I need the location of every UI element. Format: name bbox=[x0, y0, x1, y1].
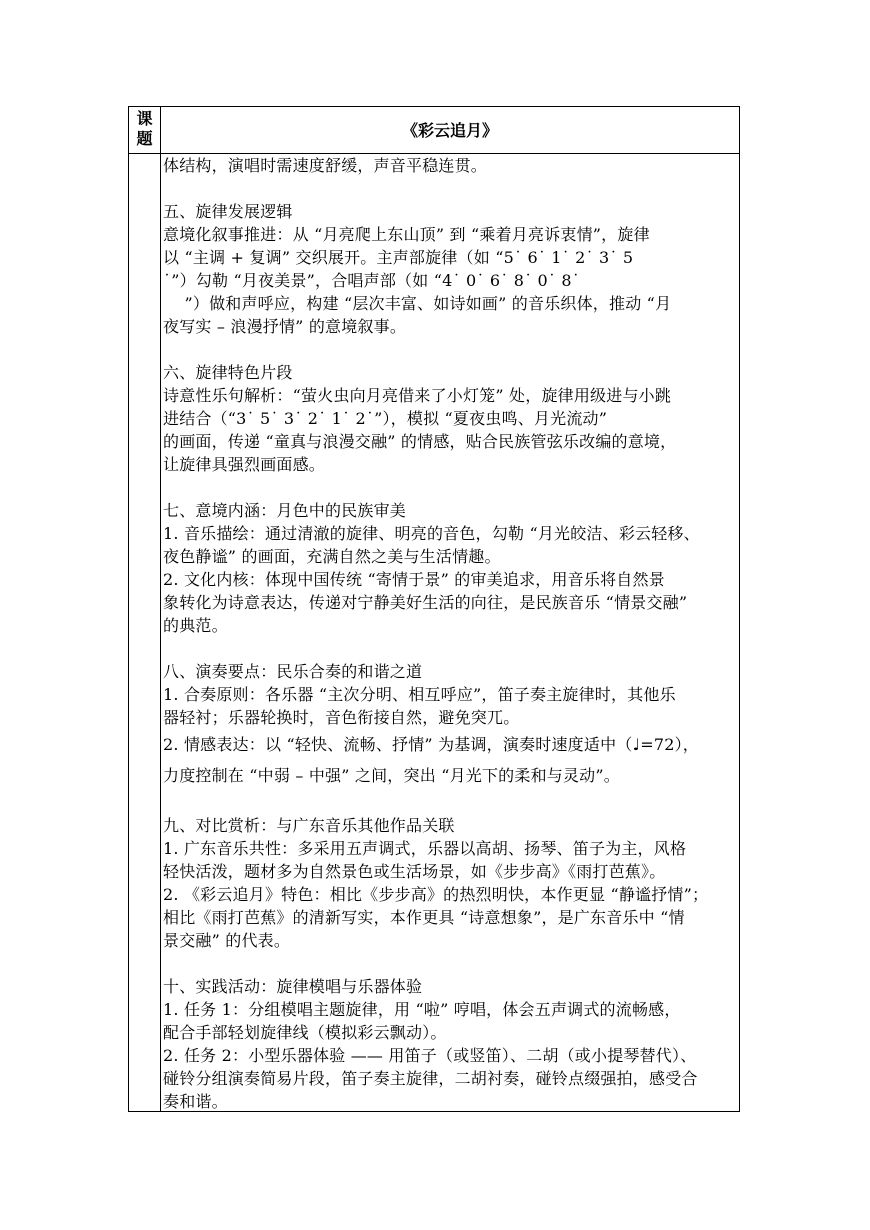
content-line: 相比《雨打芭蕉》的清新写实，本作更具 “诗意想象”，是广东音乐中 “情 bbox=[163, 908, 685, 927]
content-line: 奏和谐。 bbox=[163, 1092, 228, 1111]
lesson-title: 《彩云追月》 bbox=[161, 107, 739, 154]
topic-label-char: 题 bbox=[136, 129, 153, 148]
content-line: 配合手部轻划旋律线（模拟彩云飘动）。 bbox=[163, 1023, 447, 1042]
content-line: 九、对比赏析：与广东音乐其他作品关联 bbox=[163, 816, 455, 835]
content-line: 诗意性乐句解析：“萤火虫向月亮借来了小灯笼” 处，旋律用级进与小跳 bbox=[163, 386, 672, 405]
content-line: 景交融” 的代表。 bbox=[163, 931, 291, 950]
content-line: ”）做和声呼应，构建 “层次丰富、如诗如画” 的音乐织体，推动 “月 bbox=[163, 294, 672, 313]
content-line: 五、旋律发展逻辑 bbox=[163, 202, 293, 221]
content-line: 2. 情感表达：以 “轻快、流畅、抒情” 为基调，演奏时速度适中（♩=72）， bbox=[163, 735, 699, 754]
content-line: 的画面，传递 “童真与浪漫交融” 的情感，贴合民族管弦乐改编的意境， bbox=[163, 432, 677, 451]
blank-line bbox=[163, 476, 737, 499]
left-empty-column bbox=[129, 154, 161, 1111]
topic-label-char: 课 bbox=[136, 109, 153, 128]
content-line: 轻快活泼，题材多为自然景色或生活场景，如《步步高》《雨打芭蕉》。 bbox=[163, 862, 666, 881]
content-line: 碰铃分组演奏简易片段，笛子奏主旋律，二胡衬奏，碰铃点缀强拍，感受合 bbox=[163, 1069, 698, 1088]
content-line: 意境化叙事推进：从 “月亮爬上东山顶” 到 “乘着月亮诉衷情”，旋律 bbox=[163, 225, 650, 244]
blank-line bbox=[163, 952, 737, 975]
content-line: 夜色静谧” 的画面，充满自然之美与生活情趣。 bbox=[163, 547, 501, 566]
content-line: 让旋律具强烈画面感。 bbox=[163, 455, 326, 474]
blank-line bbox=[163, 791, 737, 814]
content-line: 象转化为诗意表达，传递对宁静美好生活的向往，是民族音乐 “情景交融” bbox=[163, 593, 688, 612]
content-line: 六、旋律特色片段 bbox=[163, 363, 293, 382]
content-line: 十、实践活动：旋律模唱与乐器体验 bbox=[163, 977, 423, 996]
lesson-table bbox=[128, 106, 740, 1112]
content-line: 1. 合奏原则：各乐器 “主次分明、相互呼应”，笛子奏主旋律时，其他乐 bbox=[163, 685, 676, 704]
content-line: 1. 音乐描绘：通过清澈的旋律、明亮的音色，勾勒 “月光皎洁、彩云轻移、 bbox=[163, 524, 700, 543]
content-line: 八、演奏要点：民乐合奏的和谐之道 bbox=[163, 662, 423, 681]
topic-label-cell bbox=[129, 107, 161, 154]
lesson-content bbox=[163, 154, 737, 1111]
content-line: 夜写实 – 浪漫抒情” 的意境叙事。 bbox=[163, 317, 407, 336]
content-line: 1. 广东音乐共性：多采用五声调式，乐器以高胡、扬琴、笛子为主，风格 bbox=[163, 839, 687, 858]
content-line: 体结构，演唱时需速度舒缓，声音平稳连贯。 bbox=[163, 156, 488, 175]
blank-line bbox=[163, 177, 737, 200]
content-line: 进结合（“3˙ 5˙ 3˙ 2˙ 1˙ 2˙”），模拟 “夏夜虫鸣、月光流动” bbox=[163, 409, 608, 428]
content-line: 2. 《彩云追月》特色：相比《步步高》的热烈明快，本作更显 “静谧抒情”； bbox=[163, 885, 709, 904]
content-line: 七、意境内涵：月色中的民族审美 bbox=[163, 501, 407, 520]
blank-line bbox=[163, 338, 737, 361]
content-line: 2. 文化内核：体现中国传统 “寄情于景” 的审美追求，用音乐将自然景 bbox=[163, 570, 665, 589]
content-line: 以 “主调 + 复调” 交织展开。主声部旋律（如 “5˙ 6˙ 1˙ 2˙ 3˙ 5 bbox=[163, 248, 634, 267]
blank-line bbox=[163, 637, 737, 660]
content-line: 力度控制在 “中弱 – 中强” 之间，突出 “月光下的柔和与灵动”。 bbox=[163, 766, 620, 785]
content-line: 1. 任务 1：分组模唱主题旋律，用 “啦” 哼唱，体会五声调式的流畅感， bbox=[163, 1000, 681, 1019]
content-line: 器轻衬；乐器轮换时，音色衔接自然，避免突兀。 bbox=[163, 708, 520, 727]
content-line: 的典范。 bbox=[163, 616, 228, 635]
content-line: ˙”）勾勒 “月夜美景”，合唱声部（如 “4˙ 0˙ 6˙ 8˙ 0˙ 8˙ bbox=[163, 271, 580, 290]
content-line: 2. 任务 2：小型乐器体验 —— 用笛子（或竖笛）、二胡（或小提琴替代）、 bbox=[163, 1046, 697, 1065]
